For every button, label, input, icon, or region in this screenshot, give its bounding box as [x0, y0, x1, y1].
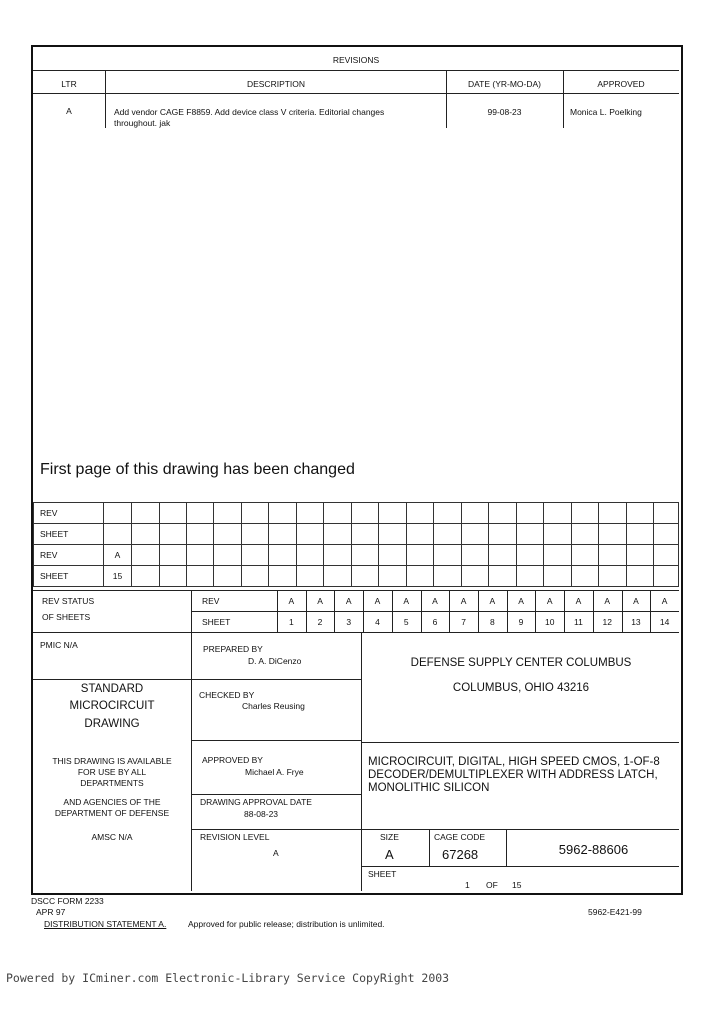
divider	[33, 632, 679, 633]
rev-status-rev-value: A	[403, 596, 410, 606]
rev-sheet-cell	[406, 524, 433, 545]
divider	[33, 93, 679, 94]
rev-sheet-cell: 15	[104, 566, 132, 587]
rev-sheet-cell	[654, 524, 679, 545]
checked-by-name: Charles Reusing	[242, 701, 305, 711]
rev-sheet-cell	[489, 545, 516, 566]
divider	[191, 679, 361, 680]
divider	[361, 866, 679, 867]
rev-sheet-cell	[516, 566, 543, 587]
revision-level-value: A	[273, 848, 279, 858]
rev-sheet-cell	[296, 545, 323, 566]
rev-sheet-cell	[654, 503, 679, 524]
rev-status-sheet-number: 4	[375, 617, 380, 627]
rev-sheet-cell	[544, 566, 571, 587]
distribution-label: DISTRIBUTION STATEMENT A.	[44, 919, 167, 929]
rev-sheet-cell	[104, 503, 132, 524]
rev-sheet-table	[33, 502, 679, 587]
rev-sheet-cell	[516, 524, 543, 545]
divider	[33, 70, 679, 71]
rev-sheet-cell	[186, 503, 213, 524]
rev-sheet-cell	[324, 503, 351, 524]
rev-status-rev-value: A	[432, 596, 438, 606]
availability-line5: DEPARTMENT OF DEFENSE	[54, 808, 170, 818]
availability-line2: FOR USE BY ALL	[77, 767, 147, 777]
rev-status-rev-value: A	[546, 596, 553, 606]
sheet-current: 1	[465, 880, 470, 890]
rev-sheet-cell	[241, 503, 268, 524]
sheet-label: SHEET	[368, 869, 397, 879]
rev-sheet-cell	[214, 545, 241, 566]
rev-sheet-cell	[434, 545, 461, 566]
rev-sheet-cell	[241, 524, 268, 545]
rev-status-rev-value: A	[633, 596, 639, 606]
divider	[563, 70, 564, 128]
standard-line1: STANDARD	[80, 683, 144, 695]
rev-sheet-row-label: REV	[34, 545, 104, 566]
drawing-title-line3: MONOLITHIC SILICON	[368, 782, 490, 794]
rev-sheet-cell	[626, 566, 653, 587]
changed-notice: First page of this drawing has been changed	[40, 461, 355, 478]
rev-sheet-cell	[571, 503, 598, 524]
size-label: SIZE	[380, 832, 399, 842]
rev-sheet-row	[34, 524, 679, 545]
revisions-title: REVISIONS	[332, 55, 380, 65]
rev-sheet-cell	[406, 503, 433, 524]
rev-status-sheet-number: 2	[317, 617, 323, 627]
rev-status-rev-value: A	[518, 596, 524, 606]
prepared-by-label: PREPARED BY	[203, 644, 263, 654]
rev-status-sheet-label: SHEET	[202, 617, 231, 627]
rev-status-rev-value: A	[604, 596, 611, 606]
agency-line2: COLUMBUS, OHIO 43216	[452, 682, 590, 694]
approved-by-label: APPROVED BY	[202, 755, 263, 765]
rev-sheet-cell	[351, 503, 378, 524]
divider	[191, 611, 679, 612]
rev-status-label-line1: REV STATUS	[42, 596, 95, 606]
rev-sheet-cell	[379, 545, 406, 566]
rev-sheet-cell	[296, 566, 323, 587]
rev-sheet-cell	[434, 566, 461, 587]
rev-status-rev-value: A	[460, 596, 467, 606]
rev-status-sheet-number: 13	[631, 617, 641, 627]
rev-sheet-cell	[571, 545, 598, 566]
rev-status-rev-value: A	[575, 596, 582, 606]
rev-sheet-cell	[159, 545, 186, 566]
agency-line1: DEFENSE SUPPLY CENTER COLUMBUS	[410, 657, 632, 669]
rev-status-sheet-number: 6	[432, 617, 438, 627]
sheet-total: 15	[512, 880, 522, 890]
rev-sheet-cell	[489, 524, 516, 545]
rev-sheet-row	[34, 566, 679, 587]
rev-status-sheet-number: 7	[461, 617, 466, 627]
rev-sheet-cell	[599, 566, 626, 587]
divider	[361, 632, 362, 891]
divider	[191, 740, 361, 741]
rev-status-rev-value: A	[288, 596, 295, 606]
rev-sheet-cell	[599, 545, 626, 566]
rev-status-sheet-number: 12	[602, 617, 612, 627]
availability-line3: DEPARTMENTS	[80, 778, 144, 788]
rev-status-rev-value: A	[489, 596, 496, 606]
revision-approver: Monica L. Poelking	[570, 107, 642, 117]
prepared-by-name: D. A. DiCenzo	[248, 656, 302, 666]
rev-sheet-cell	[159, 503, 186, 524]
rev-status-sheet-number: 10	[545, 617, 555, 627]
rev-sheet-cell	[324, 566, 351, 587]
form-line1: DSCC FORM 2233	[31, 896, 104, 906]
drawing-number: 5962-88606	[558, 842, 629, 857]
divider	[361, 742, 679, 743]
amsc: AMSC N/A	[91, 832, 133, 842]
pmic: PMIC N/A	[40, 640, 78, 650]
date-header: DATE (YR-MO-DA)	[467, 79, 542, 89]
rev-sheet-cell	[406, 545, 433, 566]
rev-sheet-cell	[434, 503, 461, 524]
rev-status-rev-value: A	[345, 596, 352, 606]
availability-line1: THIS DRAWING IS AVAILABLE	[52, 756, 172, 766]
rev-sheet-row-label: REV	[34, 503, 104, 524]
rev-sheet-cell	[571, 566, 598, 587]
approved-by-name: Michael A. Frye	[245, 767, 304, 777]
rev-sheet-cell	[351, 545, 378, 566]
rev-status-rev-value: A	[317, 596, 323, 606]
rev-sheet-cell	[132, 566, 159, 587]
checked-by-label: CHECKED BY	[199, 690, 255, 700]
revision-letter: A	[66, 106, 72, 116]
rev-sheet-cell	[132, 524, 159, 545]
approval-date-value: 88-08-23	[244, 809, 279, 819]
cage-code-label: CAGE CODE	[434, 832, 486, 842]
rev-sheet-cell	[516, 503, 543, 524]
rev-status-sheet-number: 3	[346, 617, 352, 627]
rev-sheet-cell	[461, 545, 488, 566]
rev-sheet-cell	[132, 503, 159, 524]
rev-sheet-cell	[626, 524, 653, 545]
rev-sheet-cell: A	[104, 545, 132, 566]
rev-sheet-cell	[269, 566, 296, 587]
rev-sheet-cell	[654, 566, 679, 587]
rev-sheet-cell	[214, 566, 241, 587]
rev-sheet-cell	[626, 503, 653, 524]
rev-sheet-cell	[544, 545, 571, 566]
rev-sheet-row	[34, 545, 679, 566]
rev-sheet-cell	[186, 566, 213, 587]
rev-sheet-cell	[571, 524, 598, 545]
rev-sheet-cell	[159, 524, 186, 545]
rev-sheet-cell	[489, 566, 516, 587]
rev-sheet-cell	[434, 524, 461, 545]
rev-sheet-cell	[269, 503, 296, 524]
rev-sheet-cell	[296, 524, 323, 545]
rev-sheet-cell	[269, 545, 296, 566]
powered-by-footer: Powered by ICminer.com Electronic-Library Service CopyRight 2003	[6, 971, 450, 985]
form-line2: APR 97	[36, 907, 66, 917]
rev-sheet-cell	[214, 503, 241, 524]
rev-sheet-cell	[186, 524, 213, 545]
rev-sheet-cell	[461, 566, 488, 587]
rev-sheet-cell	[406, 566, 433, 587]
rev-status-sheet-number: 8	[489, 617, 495, 627]
rev-sheet-cell	[351, 566, 378, 587]
standard-line3: DRAWING	[84, 718, 140, 730]
rev-status-sheet-number: 1	[288, 617, 294, 627]
revision-level-label: REVISION LEVEL	[200, 832, 270, 842]
rev-sheet-cell	[379, 524, 406, 545]
divider	[191, 829, 679, 830]
rev-status-sheet-number: 9	[518, 617, 524, 627]
rev-sheet-cell	[186, 545, 213, 566]
rev-status-label-line2: OF SHEETS	[42, 612, 91, 622]
divider	[191, 794, 361, 795]
rev-sheet-row-label: SHEET	[34, 566, 104, 587]
distribution-text: Approved for public release; distribution is unlimited.	[188, 919, 385, 929]
rev-sheet-cell	[159, 566, 186, 587]
rev-sheet-cell	[544, 503, 571, 524]
rev-status-rev-label: REV	[202, 596, 220, 606]
rev-sheet-cell	[214, 524, 241, 545]
rev-sheet-cell	[654, 545, 679, 566]
document-code: 5962-E421-99	[588, 907, 642, 917]
approved-header: APPROVED	[597, 79, 645, 89]
drawing-title-line1: MICROCIRCUIT, DIGITAL, HIGH SPEED CMOS, 1-OF-8	[368, 756, 660, 768]
cage-code-value: 67268	[442, 847, 479, 862]
rev-sheet-row	[34, 503, 679, 524]
revision-description-line1: Add vendor CAGE F8859. Add device class V criteria. Editorial changes	[114, 107, 385, 117]
rev-sheet-cell	[296, 503, 323, 524]
rev-sheet-cell	[241, 545, 268, 566]
rev-status-sheet-number: 11	[574, 617, 583, 627]
description-header: DESCRIPTION	[246, 79, 306, 89]
ltr-header: LTR	[61, 79, 77, 89]
divider	[191, 632, 192, 891]
rev-sheet-cell	[516, 545, 543, 566]
standard-line2: MICROCIRCUIT	[69, 700, 155, 712]
revision-date: 99-08-23	[487, 107, 522, 117]
rev-sheet-cell	[241, 566, 268, 587]
divider	[105, 70, 106, 128]
approval-date-label: DRAWING APPROVAL DATE	[200, 797, 312, 807]
rev-sheet-cell	[324, 545, 351, 566]
rev-sheet-cell	[132, 545, 159, 566]
rev-sheet-cell	[489, 503, 516, 524]
rev-sheet-row-label: SHEET	[34, 524, 104, 545]
size-value: A	[385, 847, 394, 862]
rev-sheet-cell	[461, 524, 488, 545]
rev-sheet-cell	[269, 524, 296, 545]
divider	[33, 590, 679, 591]
rev-sheet-cell	[324, 524, 351, 545]
rev-status-rev-value: A	[374, 596, 381, 606]
drawing-title-line2: DECODER/DEMULTIPLEXER WITH ADDRESS LATCH,	[368, 769, 658, 781]
rev-sheet-cell	[461, 503, 488, 524]
rev-status-rev-value: A	[661, 596, 668, 606]
divider	[429, 829, 430, 866]
rev-sheet-cell	[379, 503, 406, 524]
sheet-of-label: OF	[486, 880, 498, 890]
revision-description-line2: throughout. jak	[114, 118, 171, 128]
rev-sheet-cell	[544, 524, 571, 545]
rev-sheet-cell	[351, 524, 378, 545]
rev-status-sheet-number: 14	[659, 617, 670, 627]
rev-sheet-cell	[379, 566, 406, 587]
divider	[446, 70, 447, 128]
rev-sheet-cell	[599, 503, 626, 524]
rev-sheet-cell	[599, 524, 626, 545]
rev-sheet-cell	[104, 524, 132, 545]
divider	[33, 679, 191, 680]
rev-status-sheet-number: 5	[403, 617, 409, 627]
availability-line4: AND AGENCIES OF THE	[63, 797, 161, 807]
rev-sheet-cell	[626, 545, 653, 566]
